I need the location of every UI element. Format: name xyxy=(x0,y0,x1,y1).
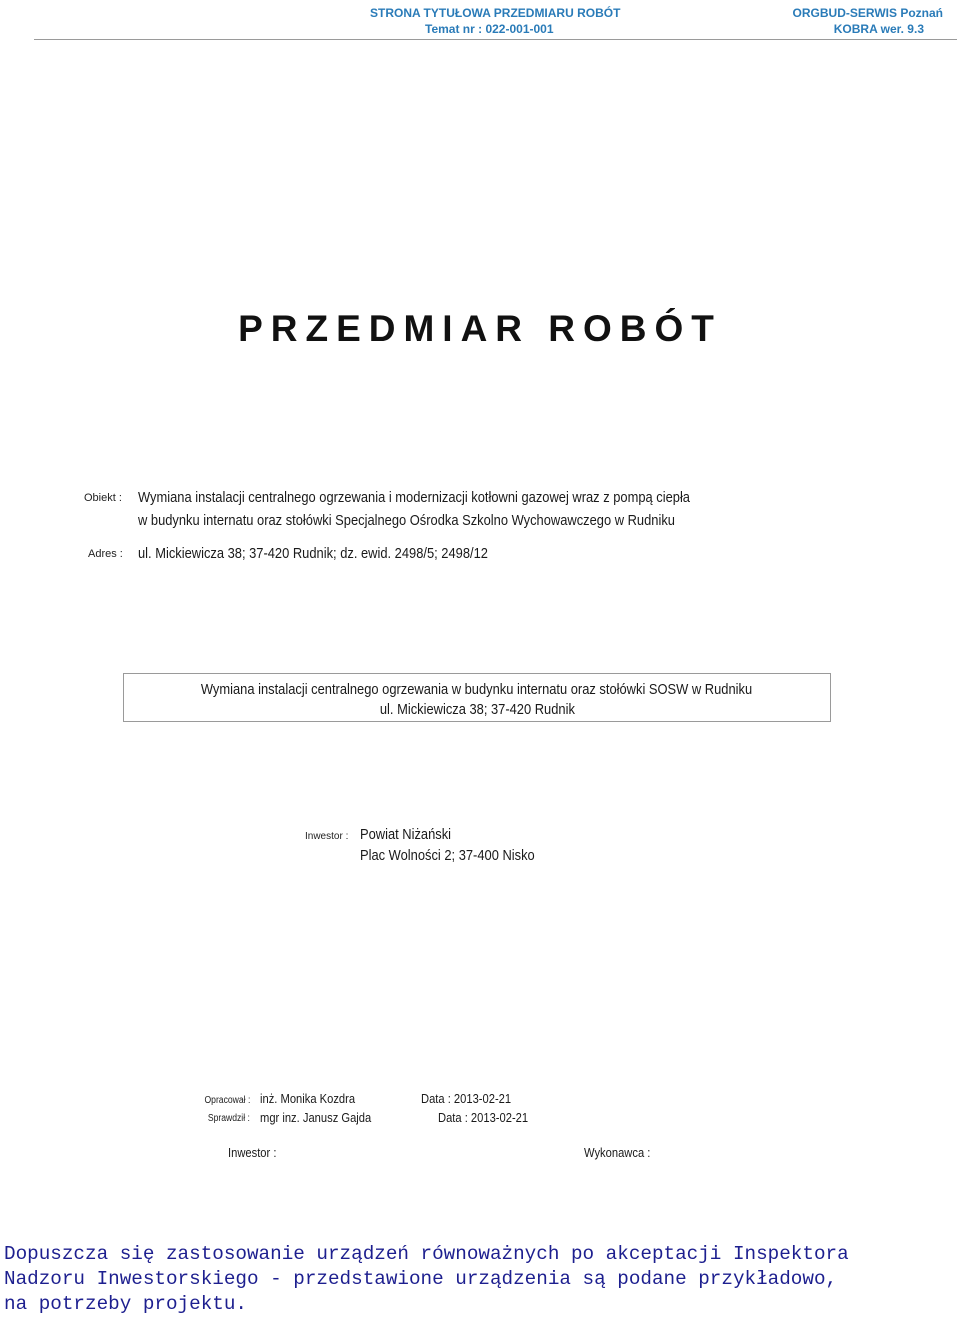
object-label: Obiekt : xyxy=(84,492,122,504)
description-line-2 xyxy=(124,701,830,718)
contractor-signature-label: Wykonawca : xyxy=(584,1145,651,1160)
investor-address: Plac Wolności 2; 37-400 Nisko xyxy=(360,847,535,864)
description-line-1-text: Wymiana instalacji centralnego ogrzewania w budynku internatu oraz stołówki SOSW w Rudniku xyxy=(201,681,753,698)
investor-signature-label: Inwestor : xyxy=(228,1145,277,1160)
address-label: Adres : xyxy=(88,548,123,560)
header-software-version: KOBRA wer. 9.3 xyxy=(833,22,924,36)
description-line-2-text: ul. Mickiewicza 38; 37-420 Rudnik xyxy=(379,701,575,718)
object-line-1: Wymiana instalacji centralnego ogrzewania i modernizacji kotłowni gazowej wraz z pompą ciepła xyxy=(138,489,690,506)
investor-label: Inwestor : xyxy=(305,831,349,842)
note-line-2: Nadzoru Inwestorskiego - przedstawione urządzenia są podane przykładowo, xyxy=(4,1268,838,1290)
prepared-by-name: inż. Monika Kozdra xyxy=(260,1091,356,1106)
checked-by-name: mgr inz. Janusz Gajda xyxy=(260,1110,372,1125)
page-title: PRZEDMIAR ROBÓT xyxy=(238,308,722,349)
header-company: ORGBUD-SERWIS Poznań xyxy=(792,6,943,20)
checked-by-label: Sprawdził : xyxy=(207,1113,250,1124)
note-line-3: na potrzeby projektu. xyxy=(4,1293,247,1315)
note-line-1: Dopuszcza się zastosowanie urządzeń równoważnych po akceptacji Inspektora xyxy=(4,1243,849,1265)
investor-name: Powiat Niżański xyxy=(360,826,452,843)
header-doc-type: STRONA TYTUŁOWA PRZEDMIARU ROBÓT xyxy=(370,6,621,20)
checked-date: Data : 2013-02-21 xyxy=(438,1110,529,1125)
description-line-1 xyxy=(124,681,830,698)
address-value: ul. Mickiewicza 38; 37-420 Rudnik; dz. ewid. 2498/5; 2498/12 xyxy=(138,545,488,562)
prepared-date: Data : 2013-02-21 xyxy=(421,1091,512,1106)
header-divider xyxy=(34,39,957,40)
header-topic-number: Temat nr : 022-001-001 xyxy=(425,22,554,36)
description-box xyxy=(123,673,831,722)
prepared-by-label: Opracował : xyxy=(204,1095,250,1106)
object-line-2: w budynku internatu oraz stołówki Specjalnego Ośrodka Szkolno Wychowawczego w Rudniku xyxy=(138,512,675,529)
